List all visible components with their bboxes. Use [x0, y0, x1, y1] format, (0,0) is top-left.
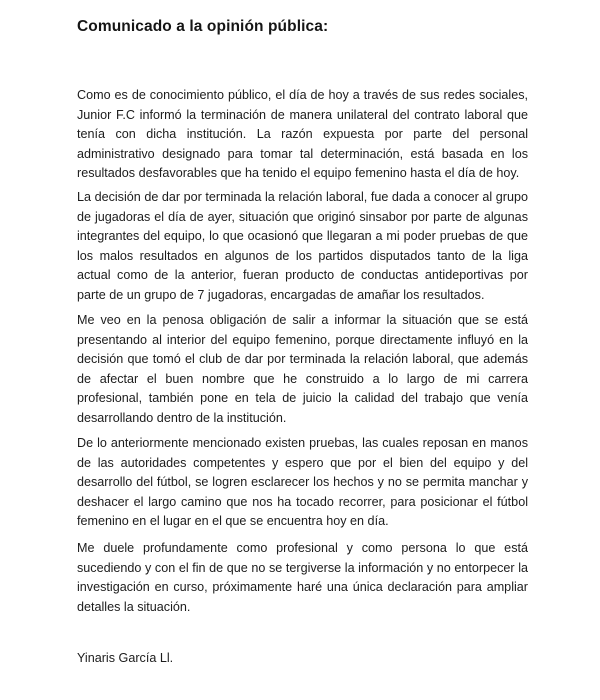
paragraph-4: De lo anteriormente mencionado existen pruebas, las cuales reposan en manos de las autoridades competentes y espero que por el bien del equipo y del desarrollo del fútbol, se logren esclarecer los hechos y no se permita manchar y deshacer el largo camino que nos ha tocado recorrer, para posicionar el fútbol femenino en el lugar en el que se encuentra hoy en día. — [77, 436, 528, 529]
paragraph-1: Como es de conocimiento público, el día de hoy a través de sus redes sociales, Junior F.C informó la terminación de manera unilateral del contrato laboral que tenía con dicha institución. La razón expuesta por parte del personal administrativo designado para tomar tal determinación, está basada en los resultados desfavorables que ha tenido el equipo femenino hasta el día de hoy. — [77, 88, 528, 181]
paragraph-2: La decisión de dar por terminada la relación laboral, fue dada a conocer al grupo de jugadoras el día de ayer, situación que originó sinsabor por parte de algunas integrantes del equipo, lo que ocasionó que llegaran a mi poder pruebas de que los malos resultados en algunos de los partidos disputados tanto de la liga actual como de la anterior, fueran producto de conductas antideportivas por parte de un grupo de 7 jugadoras, encargadas de amañar los resultados. — [77, 190, 528, 302]
document-title: Comunicado a la opinión pública: — [77, 18, 329, 35]
signature: Yinaris García Ll. — [77, 651, 174, 665]
paragraph-3: Me veo en la penosa obligación de salir a informar la situación que se está presentando al interior del equipo femenino, porque directamente influyó en la decisión que tomó el club de dar por terminada la relación laboral, que además de afectar el buen nombre que he construido a lo largo de mi carrera profesional, también pone en tela de juicio la calidad del trabajo que venía desarrollando dentro de la institución. — [77, 313, 528, 425]
paragraph-5: Me duele profundamente como profesional y como persona lo que está sucediendo y con el fin de que no se tergiverse la información y no entorpecer la investigación en curso, próximamente haré una única declaración para ampliar detalles la situación. — [77, 541, 528, 614]
